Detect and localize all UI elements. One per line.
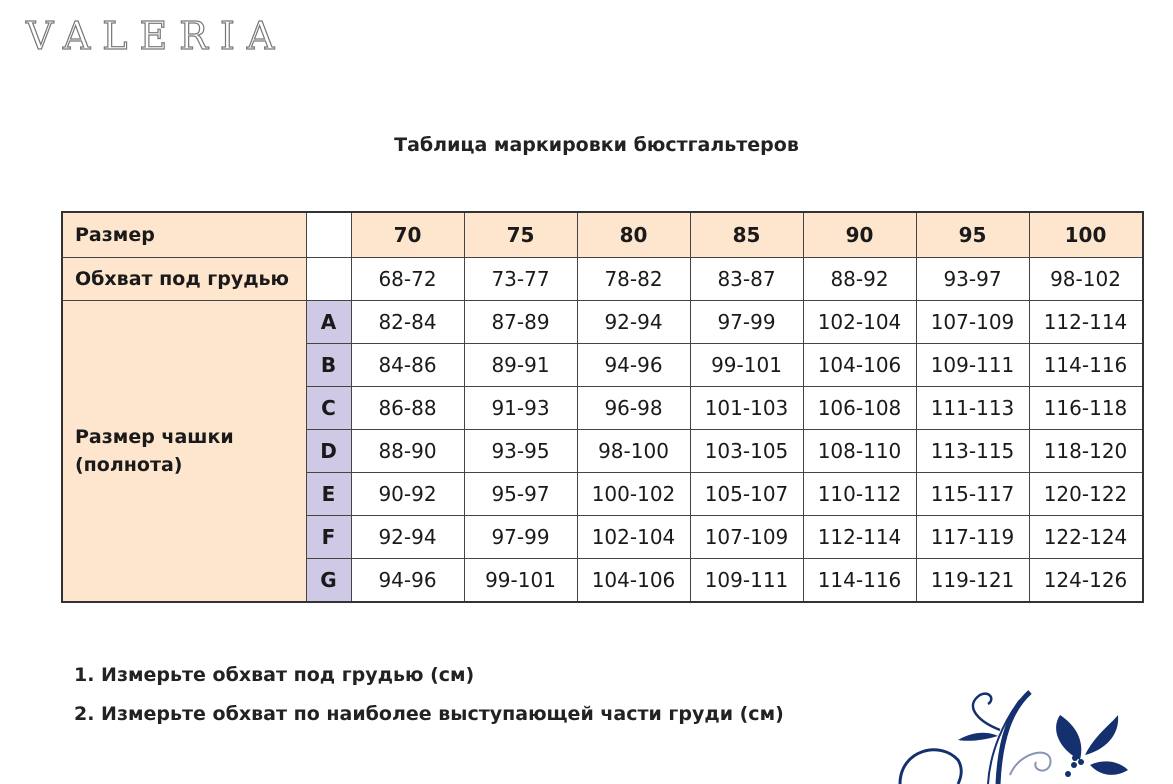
size-table (61, 211, 1144, 603)
underbust-cell: 83-87 (690, 258, 803, 301)
step-1: 1. Измерьте обхват под грудью (см) (74, 664, 475, 686)
step-2: 2. Измерьте обхват по наиболее выступающей части груди (см) (74, 703, 784, 725)
bust-cell: 98-100 (577, 430, 690, 473)
bust-cell: 107-109 (690, 516, 803, 559)
underbust-row (62, 258, 1143, 301)
header-row (62, 212, 1143, 258)
bust-cell: 104-106 (803, 344, 916, 387)
bust-cell: 86-88 (351, 387, 464, 430)
blank-cell (306, 212, 351, 258)
bust-cell: 109-111 (690, 559, 803, 603)
bust-cell: 91-93 (464, 387, 577, 430)
bust-cell: 97-99 (690, 301, 803, 344)
page-title: Таблица маркировки бюстгальтеров (394, 134, 799, 156)
bust-cell: 93-95 (464, 430, 577, 473)
bust-cell: 116-118 (1029, 387, 1143, 430)
bust-cell: 92-94 (577, 301, 690, 344)
bust-cell: 122-124 (1029, 516, 1143, 559)
bust-cell: 104-106 (577, 559, 690, 603)
cup-label-line1: Размер чашки (75, 426, 234, 448)
bust-cell: 95-97 (464, 473, 577, 516)
blank-cell (306, 258, 351, 301)
cup-letter: C (306, 387, 351, 430)
cup-letter: D (306, 430, 351, 473)
bust-cell: 117-119 (916, 516, 1029, 559)
instructions (74, 664, 784, 742)
underbust-cell: 73-77 (464, 258, 577, 301)
bust-cell: 99-101 (690, 344, 803, 387)
size-label: Размер (62, 212, 306, 258)
bust-cell: 94-96 (577, 344, 690, 387)
bust-cell: 102-104 (803, 301, 916, 344)
bust-cell: 97-99 (464, 516, 577, 559)
bust-cell: 105-107 (690, 473, 803, 516)
size-header: 75 (464, 212, 577, 258)
bust-cell: 114-116 (803, 559, 916, 603)
bust-cell: 100-102 (577, 473, 690, 516)
bust-cell: 120-122 (1029, 473, 1143, 516)
cup-letter: G (306, 559, 351, 603)
size-header: 80 (577, 212, 690, 258)
bust-cell: 90-92 (351, 473, 464, 516)
bust-cell: 111-113 (916, 387, 1029, 430)
brand-logo: VALERIA (26, 14, 287, 58)
bust-cell: 118-120 (1029, 430, 1143, 473)
bust-cell: 112-114 (1029, 301, 1143, 344)
cup-letter: B (306, 344, 351, 387)
cup-row (62, 301, 1143, 344)
cup-letter: A (306, 301, 351, 344)
bust-cell: 107-109 (916, 301, 1029, 344)
bust-cell: 84-86 (351, 344, 464, 387)
bust-cell: 94-96 (351, 559, 464, 603)
bust-cell: 124-126 (1029, 559, 1143, 603)
bust-cell: 88-90 (351, 430, 464, 473)
underbust-cell: 88-92 (803, 258, 916, 301)
size-header: 95 (916, 212, 1029, 258)
size-header: 85 (690, 212, 803, 258)
bust-cell: 109-111 (916, 344, 1029, 387)
bust-cell: 106-108 (803, 387, 916, 430)
cup-label (62, 301, 306, 603)
floral-ornament-icon (880, 670, 1173, 784)
bust-cell: 113-115 (916, 430, 1029, 473)
bust-cell: 87-89 (464, 301, 577, 344)
bust-cell: 110-112 (803, 473, 916, 516)
underbust-cell: 68-72 (351, 258, 464, 301)
cup-letter: F (306, 516, 351, 559)
underbust-cell: 93-97 (916, 258, 1029, 301)
bust-cell: 108-110 (803, 430, 916, 473)
underbust-cell: 98-102 (1029, 258, 1143, 301)
underbust-cell: 78-82 (577, 258, 690, 301)
bust-cell: 115-117 (916, 473, 1029, 516)
cup-letter: E (306, 473, 351, 516)
bust-cell: 112-114 (803, 516, 916, 559)
bust-cell: 99-101 (464, 559, 577, 603)
size-header: 90 (803, 212, 916, 258)
bust-cell: 92-94 (351, 516, 464, 559)
bust-cell: 114-116 (1029, 344, 1143, 387)
size-header: 100 (1029, 212, 1143, 258)
bust-cell: 89-91 (464, 344, 577, 387)
bust-cell: 103-105 (690, 430, 803, 473)
girth-label: Обхват под грудью (62, 258, 306, 301)
bust-cell: 102-104 (577, 516, 690, 559)
bust-cell: 82-84 (351, 301, 464, 344)
bust-cell: 96-98 (577, 387, 690, 430)
size-header: 70 (351, 212, 464, 258)
bust-cell: 101-103 (690, 387, 803, 430)
cup-label-line2: (полнота) (75, 454, 183, 476)
bust-cell: 119-121 (916, 559, 1029, 603)
